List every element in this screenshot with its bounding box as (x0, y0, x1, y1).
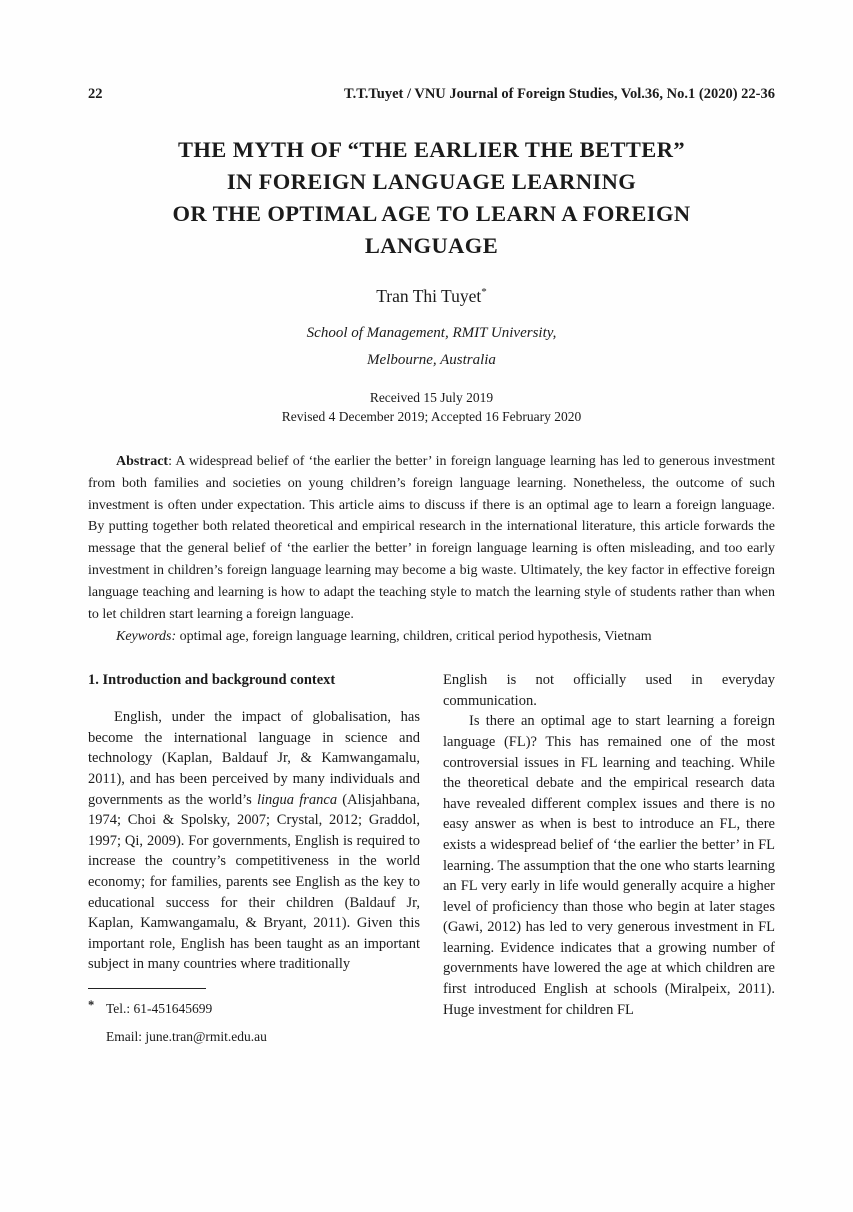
lingua-franca-italic: lingua franca (256, 791, 338, 808)
received-date: Received 15 July 2019 (369, 390, 494, 405)
footnote-email-row (88, 1027, 420, 1046)
footnote-tel-row (88, 999, 420, 1018)
abstract-section (88, 451, 775, 625)
affiliation-line-1: School of Management, RMIT University, (306, 325, 557, 341)
intro-paragraph-1-continued: English is not officially used in everyday communication. (443, 672, 775, 709)
left-column (88, 670, 420, 1055)
keywords-line (88, 626, 775, 648)
article-title-line-1: THE MYTH OF “THE EARLIER THE BETTER” (177, 137, 685, 162)
intro-paragraph-2: Is there an optimal age to start learning a foreign language (FL)? This has remained one of the most controversial issues in FL learning and teaching. While the theoretical debate and the empirical research data have revealed different complex issues and there is no easy answer as when is best to introduce an FL, there exists a widespread belief of ‘the earlier the better’ in FL learning. The assumption that the one who starts learning an FL very early in life would generally acquire a higher level of proficiency than those who begin at later stages (Gawi, 2012) has led to very generous investment in FL learning. Evidence indicates that a growing number of governments have lowered the age at which children are first introduced English at schools (Miralpeix, 2011). Huge investment for children FL (443, 713, 775, 1018)
abstract-label: Abstract (116, 454, 169, 469)
two-column-body (88, 670, 775, 1055)
revised-accepted-date: Revised 4 December 2019; Accepted 16 February 2020 (281, 409, 582, 424)
article-title-line-4: LANGUAGE (364, 233, 499, 258)
footnote-tel: Tel.: 61-451645699 (106, 1000, 213, 1016)
running-title: T.T.Tuyet / VNU Journal of Foreign Studies, Vol.36, No.1 (2020) 22-36 (343, 86, 775, 102)
author-footnote-marker: * (481, 286, 487, 299)
author-name: Tran Thi Tuyet (376, 286, 482, 306)
affiliation (88, 320, 775, 374)
intro-paragraph-1-text-a: English, under the impact of globalisation, has become the international language in science and technology (Kaplan, Baldauf Jr, & Kamwangamalu, 2011), and has been perceived by many individuals and governments as the world’s (88, 709, 420, 808)
page-number: 22 (88, 86, 103, 102)
article-title-line-3: OR THE OPTIMAL AGE TO LEARN A FOREIGN (172, 201, 691, 226)
footnote-divider (88, 988, 206, 989)
right-column (443, 670, 775, 1055)
keywords-text: optimal age, foreign language learning, children, critical period hypothesis, Vietnam (176, 629, 652, 645)
affiliation-line-2: Melbourne, Australia (367, 352, 496, 368)
intro-paragraph-1-text-b: (Alisjahbana, 1974; Choi & Spolsky, 2007; Crystal, 2012; Graddol, 1997; Qi, 2009). For governments, English is required to increase the country’s competitiveness in the world economy; for families, parents see English as the key to educational success for their children (Baldauf Jr, Kaplan, Kamwangamalu, & Bryant, 2011). Given this important role, English has been taught as an important subject in many countries where traditionally (88, 791, 420, 973)
footnote-marker: * (88, 997, 95, 1012)
footnote-email: Email: june.tran@rmit.edu.au (106, 1028, 267, 1044)
author-footnote (88, 988, 420, 1046)
abstract-text: : A widespread belief of ‘the earlier the better’ in foreign language learning has led to generous investment from both families and societies on young children’s foreign language learning. Nonetheless, the outcome of such investment is often under expectation. This article aims to discuss if there is an optimal age to learn a foreign language. By putting together both related theoretical and empirical research in the international literature, this article forwards the message that the general belief of ‘the earlier the better’ in foreign language learning is often misleading, and too early investment in children’s foreign language learning may become a big waste. Ultimately, the key factor in effective foreign language teaching and learning is how to adapt the teaching style to match the learning style of students rather than when to let children start learning a foreign language. (88, 454, 775, 622)
section-1-heading: 1. Introduction and background context (88, 672, 336, 689)
intro-paragraph-1 (88, 707, 420, 975)
article-dates (88, 388, 775, 426)
abstract-paragraph (88, 451, 775, 625)
article-title-line-2: IN FOREIGN LANGUAGE LEARNING (226, 169, 637, 194)
article-title (88, 134, 775, 262)
author-line (88, 284, 775, 308)
keywords-label: Keywords: (116, 629, 177, 645)
running-header (88, 86, 775, 103)
